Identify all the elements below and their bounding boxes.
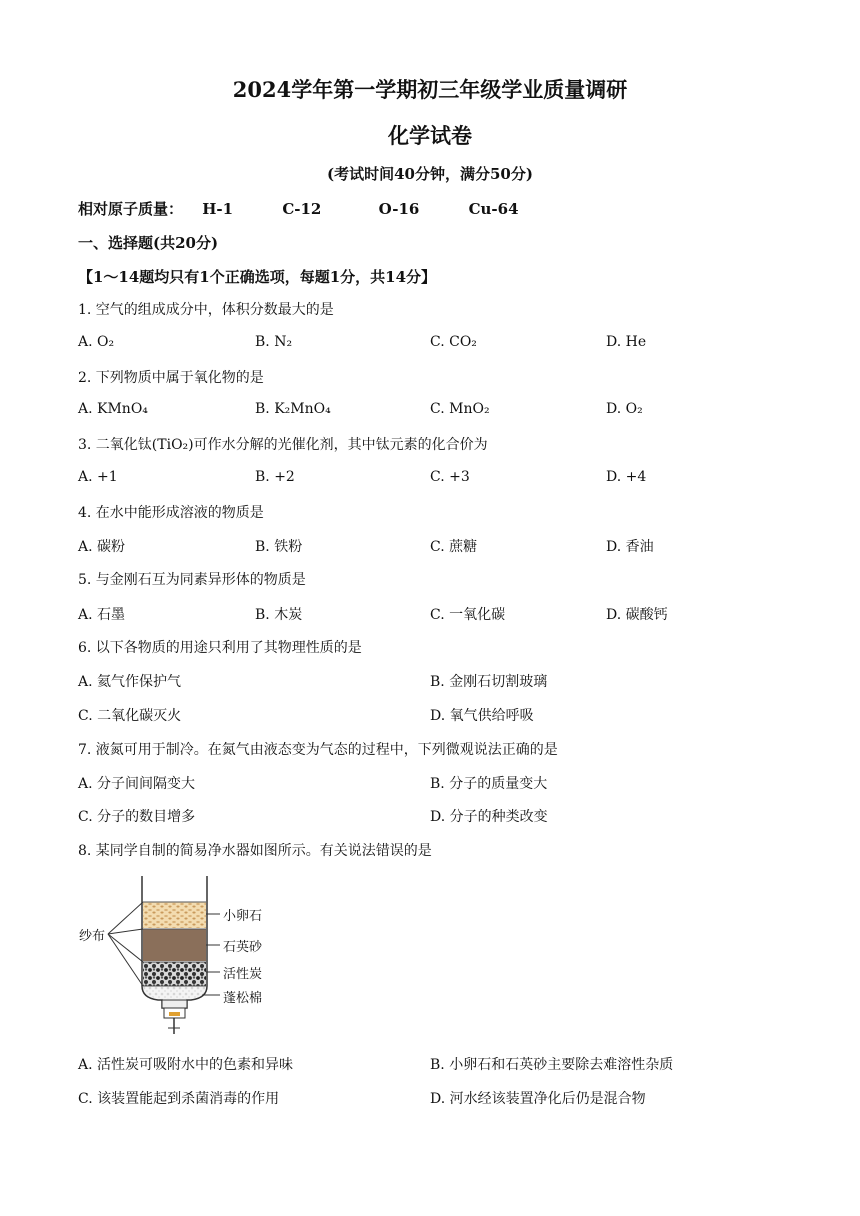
option-c: C. 分子的数目增多	[78, 809, 196, 825]
exam-subtitle: 化学试卷	[388, 123, 472, 148]
atomic-mass-label: 相对原子质量：	[78, 200, 184, 218]
option-c: C. +3	[430, 469, 470, 485]
pebble-label: 小卵石	[223, 909, 263, 924]
exam-title: 2024学年第一学期初三年级学业质量调研	[232, 77, 628, 102]
option-b: B. 小卵石和石英砂主要除去难溶性杂质	[430, 1057, 674, 1073]
option-c: C. 二氧化碳灭火	[78, 708, 182, 724]
option-b: B. 分子的质量变大	[430, 776, 548, 792]
question-stem: 8. 某同学自制的简易净水器如图所示。有关说法错误的是	[78, 843, 432, 859]
option-a: A. 石墨	[78, 607, 126, 623]
atomic-mass-item: C-12	[282, 200, 322, 218]
water-filter-diagram	[76, 872, 306, 1038]
valve-icon	[169, 1012, 180, 1016]
option-b: B. +2	[255, 469, 295, 485]
activated-carbon-layer	[143, 962, 206, 986]
quartz-sand-label: 石英砂	[223, 940, 263, 955]
atomic-mass-item: Cu-64	[468, 200, 519, 218]
option-d: D. 氧气供给呼吸	[430, 708, 534, 724]
option-b: B. N₂	[255, 334, 293, 350]
option-d: D. 分子的种类改变	[430, 809, 548, 825]
option-a: A. 活性炭可吸附水中的色素和异味	[78, 1057, 294, 1073]
section-title: 一、选择题(共20分)	[78, 234, 219, 252]
option-a: A. +1	[78, 469, 118, 485]
option-d: D. O₂	[606, 401, 643, 417]
option-b: B. 铁粉	[255, 539, 303, 555]
question-stem: 2. 下列物质中属于氧化物的是	[78, 370, 264, 386]
question-stem: 5. 与金刚石互为同素异形体的物质是	[78, 572, 306, 588]
activated-carbon-label: 活性炭	[223, 967, 263, 982]
option-c: C. CO₂	[430, 334, 477, 350]
option-c: C. 蔗糖	[430, 539, 478, 555]
option-b: B. 金刚石切割玻璃	[430, 674, 548, 690]
cotton-label: 蓬松棉	[223, 991, 263, 1006]
water-filter-figure	[76, 872, 306, 1038]
atomic-mass-item: H-1	[202, 200, 234, 218]
question-stem: 7. 液氮可用于制冷。在氮气由液态变为气态的过程中，下列微观说法正确的是	[78, 742, 558, 758]
section-instruction: 【1～14题均只有1个正确选项，每题1分，共14分】	[78, 268, 437, 286]
option-d: D. 香油	[606, 539, 654, 555]
question-stem: 6. 以下各物质的用途只利用了其物理性质的是	[78, 640, 362, 656]
option-a: A. 氦气作保护气	[78, 674, 182, 690]
exam-info: (考试时间40分钟，满分50分)	[327, 165, 533, 183]
pebble-layer	[143, 902, 206, 928]
quartz-sand-layer	[143, 929, 206, 961]
option-c: C. 该装置能起到杀菌消毒的作用	[78, 1091, 280, 1107]
question-stem: 1. 空气的组成成分中，体积分数最大的是	[78, 302, 334, 318]
question-stem: 4. 在水中能形成溶液的物质是	[78, 505, 264, 521]
option-a: A. 碳粉	[78, 539, 126, 555]
option-d: D. He	[606, 334, 647, 350]
question-stem: 3. 二氧化钛(TiO₂)可作水分解的光催化剂，其中钛元素的化合价为	[78, 437, 488, 453]
option-d: D. 河水经该装置净化后仍是混合物	[430, 1091, 646, 1107]
atomic-mass-row	[78, 198, 519, 219]
option-d: D. +4	[606, 469, 647, 485]
option-a: A. O₂	[78, 334, 115, 350]
option-a: A. 分子间间隔变大	[78, 776, 196, 792]
option-c: C. MnO₂	[430, 401, 490, 417]
option-b: B. 木炭	[255, 607, 303, 623]
option-b: B. K₂MnO₄	[255, 401, 331, 417]
gauze-label: 纱布	[79, 929, 106, 944]
atomic-mass-item: O-16	[378, 200, 420, 218]
cotton-layer	[143, 986, 206, 999]
option-a: A. KMnO₄	[78, 401, 148, 417]
option-c: C. 一氧化碳	[430, 607, 506, 623]
option-d: D. 碳酸钙	[606, 607, 668, 623]
